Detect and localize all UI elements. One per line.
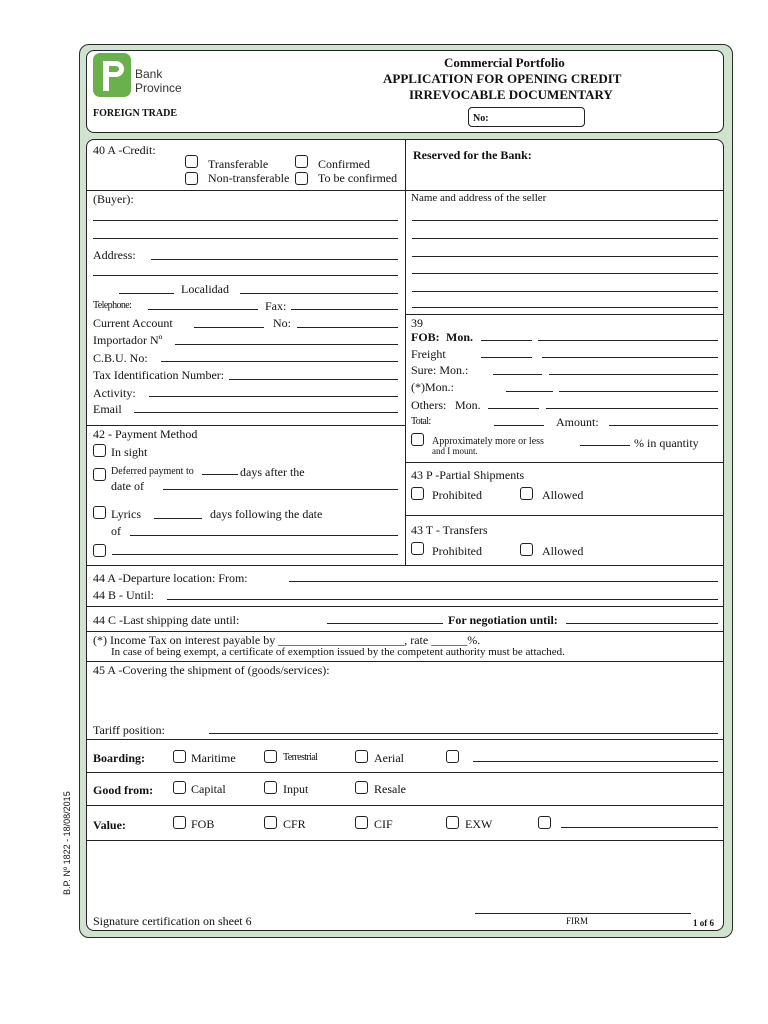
other-amount-line[interactable] xyxy=(559,391,718,392)
others-label: Others: xyxy=(411,398,447,412)
credit-label: 40 A -Credit: xyxy=(93,143,156,157)
firm-label: FIRM xyxy=(566,916,589,926)
account-no-label: No: xyxy=(273,316,291,330)
amount-line[interactable] xyxy=(609,425,718,426)
localidad-line-pre[interactable] xyxy=(119,293,174,294)
tax-id-label: Tax Identification Number: xyxy=(93,368,225,382)
importer-line[interactable] xyxy=(175,344,398,345)
other-mon-label: (*)Mon.: xyxy=(411,380,454,394)
of-label: of xyxy=(111,524,121,538)
transferable-checkbox[interactable] xyxy=(185,155,198,168)
localidad-label: Localidad xyxy=(181,282,229,296)
sure-currency-line[interactable] xyxy=(493,374,542,375)
firm-line[interactable] xyxy=(475,913,691,914)
good-from-label: Good from: xyxy=(93,783,154,797)
boarding-label: Boarding: xyxy=(93,751,146,765)
last-shipping-date-line[interactable] xyxy=(327,623,443,624)
freight-amount-line[interactable] xyxy=(542,357,718,358)
buyer-label: (Buyer): xyxy=(93,192,134,206)
cbu-line[interactable] xyxy=(161,361,398,362)
partial-prohibited-label: Prohibited xyxy=(432,488,482,502)
negotiation-line[interactable] xyxy=(566,623,718,624)
department-label: FOREIGN TRADE xyxy=(93,108,177,119)
total-line[interactable] xyxy=(494,425,544,426)
transfers-prohibited-checkbox[interactable] xyxy=(411,542,424,555)
deferred-days-line[interactable] xyxy=(202,474,238,475)
amounts-code: 39 xyxy=(411,316,423,330)
last-shipping-date-label: 44 C -Last shipping date until: xyxy=(93,613,240,627)
quantity-label: % in quantity xyxy=(634,436,699,450)
transfers-allowed-label: Allowed xyxy=(542,544,584,558)
negotiation-label: For negotiation until: xyxy=(448,613,558,627)
fob-checkbox[interactable] xyxy=(173,816,186,829)
seller-line-2[interactable] xyxy=(412,238,718,239)
in-sight-label: In sight xyxy=(111,445,148,459)
others-amount-line[interactable] xyxy=(546,408,718,409)
exemption-note: In case of being exempt, a certificate of exemption issued by the competent authority must be attached. xyxy=(111,646,565,658)
fax-line[interactable] xyxy=(291,309,398,310)
fob-amount-line[interactable] xyxy=(538,340,718,341)
exw-label: EXW xyxy=(465,817,493,831)
lyrics-label: Lyrics xyxy=(111,507,141,521)
activity-label: Activity: xyxy=(93,386,136,400)
fob-value-label: FOB xyxy=(191,817,215,831)
fob-label: FOB: xyxy=(411,330,440,344)
non-transferable-checkbox[interactable] xyxy=(185,172,198,185)
date-of-label: date of xyxy=(111,479,144,493)
approximately-label-2: and I mount. xyxy=(432,446,478,456)
signature-note: Signature certification on sheet 6 xyxy=(93,914,252,928)
tax-id-line[interactable] xyxy=(229,379,398,380)
confirmed-label: Confirmed xyxy=(318,157,370,171)
terrestrial-label: Terrestrial xyxy=(283,752,318,763)
capital-checkbox[interactable] xyxy=(173,781,186,794)
lyrics-days-line[interactable] xyxy=(154,518,202,519)
partial-allowed-checkbox[interactable] xyxy=(520,487,533,500)
amount-label: Amount: xyxy=(556,415,599,429)
in-sight-checkbox[interactable] xyxy=(93,444,106,457)
current-account-line[interactable] xyxy=(194,327,264,328)
address-line-2[interactable] xyxy=(93,275,398,276)
total-label: Total: xyxy=(411,416,431,427)
maritime-checkbox[interactable] xyxy=(173,750,186,763)
departure-until-label: 44 B - Until: xyxy=(93,588,155,602)
others-mon-label: Mon. xyxy=(455,398,481,412)
buyer-line-2[interactable] xyxy=(93,238,398,239)
page-number: 1 of 6 xyxy=(693,918,714,928)
aerial-label: Aerial xyxy=(374,751,404,765)
address-line[interactable] xyxy=(151,259,398,260)
input-label: Input xyxy=(283,782,309,796)
cfr-label: CFR xyxy=(283,817,306,831)
days-after-label: days after the xyxy=(240,465,305,479)
other-boarding-checkbox[interactable] xyxy=(446,750,459,763)
approximately-checkbox[interactable] xyxy=(411,433,424,446)
goods-label: 45 A -Covering the shipment of (goods/services): xyxy=(93,663,330,677)
email-label: Email xyxy=(93,402,122,416)
transferable-label: Transferable xyxy=(208,157,269,171)
reserved-label: Reserved for the Bank: xyxy=(413,148,532,162)
title-line2: APPLICATION FOR OPENING CREDIT xyxy=(383,71,622,86)
current-account-label: Current Account xyxy=(93,316,173,330)
seller-label: Name and address of the seller xyxy=(411,192,547,204)
address-label: Address: xyxy=(93,248,136,262)
of-line[interactable] xyxy=(130,535,398,536)
sure-amount-line[interactable] xyxy=(549,374,718,375)
exw-checkbox[interactable] xyxy=(446,816,459,829)
deferred-label: Deferred payment to xyxy=(111,466,194,477)
cfr-checkbox[interactable] xyxy=(264,816,277,829)
transfers-label: 43 T - Transfers xyxy=(411,523,488,537)
seller-line-6[interactable] xyxy=(412,307,718,308)
transfers-allowed-checkbox[interactable] xyxy=(520,543,533,556)
non-transferable-label: Non-transferable xyxy=(208,171,290,185)
sure-label: Sure: Mon.: xyxy=(411,363,469,377)
localidad-line[interactable] xyxy=(240,293,398,294)
tariff-line[interactable] xyxy=(209,733,718,734)
title-line1: Commercial Portfolio xyxy=(444,55,565,70)
other-boarding-line[interactable] xyxy=(473,761,718,762)
departure-from-label: 44 A -Departure location: From: xyxy=(93,571,248,585)
other-value-line[interactable] xyxy=(561,827,718,828)
freight-currency-line[interactable] xyxy=(481,357,532,358)
fax-label: Fax: xyxy=(265,299,287,313)
value-label: Value: xyxy=(93,818,126,832)
seller-line-5[interactable] xyxy=(412,291,718,292)
cif-checkbox[interactable] xyxy=(355,816,368,829)
resale-checkbox[interactable] xyxy=(355,781,368,794)
telephone-label: Telephone: xyxy=(93,300,132,311)
resale-label: Resale xyxy=(374,782,406,796)
cif-label: CIF xyxy=(374,817,393,831)
seller-line-3[interactable] xyxy=(412,256,718,257)
deferred-checkbox[interactable] xyxy=(93,468,106,481)
approximately-label: Approximately more or less xyxy=(432,436,544,447)
lyrics-checkbox[interactable] xyxy=(93,506,106,519)
approximately-percent-line[interactable] xyxy=(580,445,630,446)
telephone-line[interactable] xyxy=(148,309,258,310)
seller-line-1[interactable] xyxy=(412,220,718,221)
capital-label: Capital xyxy=(191,782,226,796)
activity-line[interactable] xyxy=(149,396,398,397)
other-currency-line[interactable] xyxy=(506,391,553,392)
days-following-label: days following the date xyxy=(210,507,323,521)
input-checkbox[interactable] xyxy=(264,781,277,794)
to-be-confirmed-checkbox[interactable] xyxy=(295,172,308,185)
fob-currency-line[interactable] xyxy=(481,340,532,341)
aerial-checkbox[interactable] xyxy=(355,750,368,763)
date-of-line[interactable] xyxy=(163,489,398,490)
terrestrial-checkbox[interactable] xyxy=(264,750,277,763)
payment-label: 42 - Payment Method xyxy=(93,427,198,441)
confirmed-checkbox[interactable] xyxy=(295,155,308,168)
cbu-label: C.B.U. No: xyxy=(93,351,148,365)
departure-from-line[interactable] xyxy=(289,581,718,582)
bank-name-line2: Province xyxy=(135,81,182,95)
tariff-label: Tariff position: xyxy=(93,723,165,737)
form-code: B.P. Nº 1822 - 18/08/2015 xyxy=(62,791,72,895)
other-value-checkbox[interactable] xyxy=(538,816,551,829)
to-be-confirmed-label: To be confirmed xyxy=(318,171,398,185)
partial-shipments-label: 43 P -Partial Shipments xyxy=(411,468,525,482)
account-no-line[interactable] xyxy=(297,327,398,328)
buyer-line-1[interactable] xyxy=(93,220,398,221)
income-tax-note: (*) Income Tax on interest payable by _____________________, rate ______%. xyxy=(93,633,481,647)
other-payment-line[interactable] xyxy=(112,554,398,555)
partial-allowed-label: Allowed xyxy=(542,488,584,502)
title-line3: IRREVOCABLE DOCUMENTARY xyxy=(409,87,613,102)
freight-label: Freight xyxy=(411,347,446,361)
fob-mon-label: Mon. xyxy=(446,330,473,344)
bank-logo-icon xyxy=(93,53,131,97)
partial-prohibited-checkbox[interactable] xyxy=(411,487,424,500)
bank-name-line1: Bank xyxy=(135,67,163,81)
departure-until-line[interactable] xyxy=(167,599,718,600)
other-payment-checkbox[interactable] xyxy=(93,544,106,557)
maritime-label: Maritime xyxy=(191,751,236,765)
others-currency-line[interactable] xyxy=(488,408,539,409)
number-label: No: xyxy=(473,113,489,124)
transfers-prohibited-label: Prohibited xyxy=(432,544,482,558)
email-line[interactable] xyxy=(134,412,398,413)
importer-label: Importador Nº xyxy=(93,333,163,347)
seller-line-4[interactable] xyxy=(412,273,718,274)
